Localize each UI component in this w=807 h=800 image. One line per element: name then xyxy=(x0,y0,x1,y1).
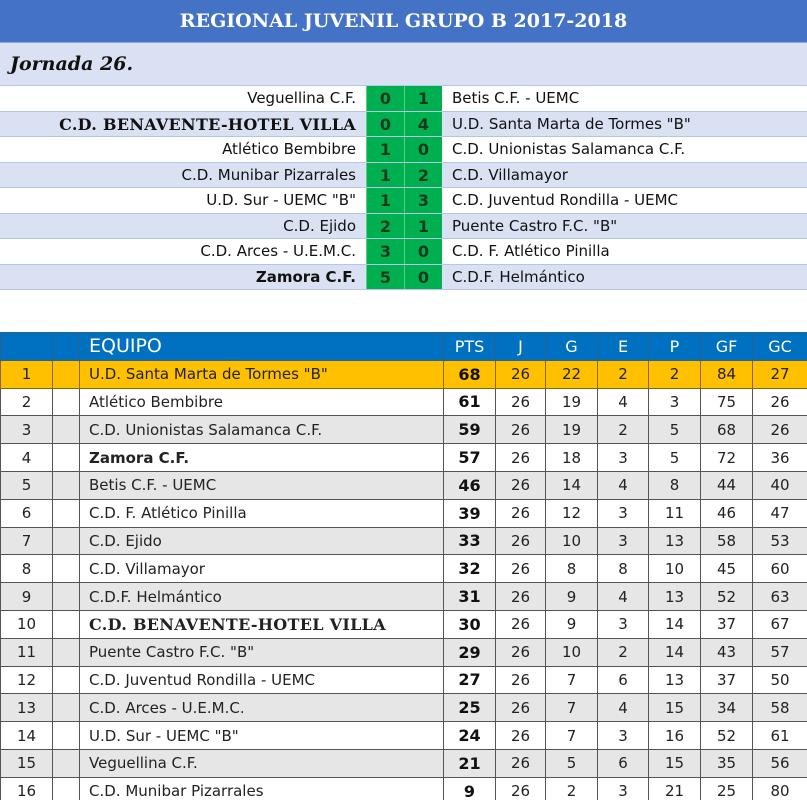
match-row xyxy=(0,214,807,240)
team-name: C.D. Unionistas Salamanca C.F. xyxy=(80,416,444,444)
drawn: 3 xyxy=(598,610,649,638)
away-team: C.D. Juventud Rondilla - UEMC xyxy=(452,191,679,209)
won: 14 xyxy=(546,471,598,499)
blank-cell xyxy=(53,471,80,499)
goals-against: 50 xyxy=(753,666,807,694)
header-g: G xyxy=(546,333,598,361)
blank-cell xyxy=(53,555,80,583)
goals-for: 44 xyxy=(701,471,753,499)
match-row xyxy=(0,265,807,291)
goals-against: 80 xyxy=(753,777,807,800)
points: 59 xyxy=(444,416,496,444)
points: 30 xyxy=(444,610,496,638)
team-name: C.D. Ejido xyxy=(80,527,444,555)
goals-against: 67 xyxy=(753,610,807,638)
blank-cell xyxy=(53,722,80,750)
won: 7 xyxy=(546,666,598,694)
goals-against: 26 xyxy=(753,416,807,444)
drawn: 3 xyxy=(598,499,649,527)
team-name: Betis C.F. - UEMC xyxy=(80,471,444,499)
match-row xyxy=(0,239,807,265)
home-team: C.D. Ejido xyxy=(283,216,356,235)
lost: 13 xyxy=(649,583,701,611)
played: 26 xyxy=(496,583,546,611)
lost: 14 xyxy=(649,610,701,638)
points: 39 xyxy=(444,499,496,527)
points: 46 xyxy=(444,471,496,499)
won: 10 xyxy=(546,527,598,555)
points: 21 xyxy=(444,749,496,777)
away-team: Puente Castro F.C. "B" xyxy=(452,216,618,235)
drawn: 3 xyxy=(598,527,649,555)
standings-header-row xyxy=(1,333,807,361)
goals-for: 45 xyxy=(701,555,753,583)
goals-for: 35 xyxy=(701,749,753,777)
blank-cell xyxy=(53,499,80,527)
home-goals: 3 xyxy=(366,239,404,264)
header-pts: PTS xyxy=(444,333,496,361)
team-name: C.D. Juventud Rondilla - UEMC xyxy=(80,666,444,694)
blank-cell xyxy=(53,777,80,800)
team-name: Atlético Bembibre xyxy=(80,388,444,416)
away-team: C.D. F. Atlético Pinilla xyxy=(452,242,610,260)
played: 26 xyxy=(496,638,546,666)
drawn: 4 xyxy=(598,388,649,416)
drawn: 6 xyxy=(598,666,649,694)
home-goals: 0 xyxy=(366,86,404,111)
lost: 16 xyxy=(649,722,701,750)
played: 26 xyxy=(496,471,546,499)
away-goals: 0 xyxy=(404,137,442,162)
position: 5 xyxy=(1,471,53,499)
team-name: C.D.F. Helmántico xyxy=(80,583,444,611)
standings-row xyxy=(1,749,807,777)
points: 68 xyxy=(444,360,496,388)
goals-against: 58 xyxy=(753,694,807,722)
lost: 5 xyxy=(649,416,701,444)
won: 10 xyxy=(546,638,598,666)
points: 25 xyxy=(444,694,496,722)
blank-cell xyxy=(53,444,80,472)
goals-for: 37 xyxy=(701,666,753,694)
standings-row xyxy=(1,777,807,800)
team-name: C.D. Arces - U.E.M.C. xyxy=(80,694,444,722)
drawn: 4 xyxy=(598,471,649,499)
standings-row xyxy=(1,638,807,666)
home-goals: 1 xyxy=(366,137,404,162)
standings-row xyxy=(1,360,807,388)
played: 26 xyxy=(496,444,546,472)
position: 2 xyxy=(1,388,53,416)
away-goals: 2 xyxy=(404,163,442,188)
home-goals: 1 xyxy=(366,163,404,188)
blank-cell xyxy=(53,583,80,611)
won: 9 xyxy=(546,583,598,611)
played: 26 xyxy=(496,722,546,750)
points: 31 xyxy=(444,583,496,611)
team-name: Puente Castro F.C. "B" xyxy=(80,638,444,666)
drawn: 4 xyxy=(598,583,649,611)
jornada-label: Jornada 26. xyxy=(0,43,807,86)
home-goals: 2 xyxy=(366,214,404,239)
played: 26 xyxy=(496,749,546,777)
standings-row xyxy=(1,694,807,722)
position: 11 xyxy=(1,638,53,666)
played: 26 xyxy=(496,555,546,583)
away-team: C.D. Villamayor xyxy=(452,165,568,184)
goals-for: 34 xyxy=(701,694,753,722)
goals-for: 58 xyxy=(701,527,753,555)
goals-for: 72 xyxy=(701,444,753,472)
header-blank xyxy=(53,333,80,361)
won: 18 xyxy=(546,444,598,472)
goals-against: 47 xyxy=(753,499,807,527)
blank-cell xyxy=(53,638,80,666)
away-goals: 0 xyxy=(404,239,442,264)
team-name: C.D. F. Atlético Pinilla xyxy=(80,499,444,527)
away-goals: 1 xyxy=(404,86,442,111)
won: 9 xyxy=(546,610,598,638)
team-name: U.D. Sur - UEMC "B" xyxy=(80,722,444,750)
blank-cell xyxy=(53,749,80,777)
position: 6 xyxy=(1,499,53,527)
goals-against: 61 xyxy=(753,722,807,750)
position: 14 xyxy=(1,722,53,750)
lost: 15 xyxy=(649,694,701,722)
goals-against: 40 xyxy=(753,471,807,499)
won: 7 xyxy=(546,694,598,722)
points: 24 xyxy=(444,722,496,750)
blank-cell xyxy=(53,527,80,555)
drawn: 8 xyxy=(598,555,649,583)
position: 8 xyxy=(1,555,53,583)
points: 32 xyxy=(444,555,496,583)
blank-cell xyxy=(53,360,80,388)
away-team: U.D. Santa Marta de Tormes "B" xyxy=(452,114,691,133)
team-name: C.D. Villamayor xyxy=(80,555,444,583)
header-p: P xyxy=(649,333,701,361)
played: 26 xyxy=(496,499,546,527)
goals-against: 53 xyxy=(753,527,807,555)
won: 19 xyxy=(546,388,598,416)
home-team: Atlético Bembibre xyxy=(222,140,356,158)
standings-row xyxy=(1,444,807,472)
blank-cell xyxy=(53,416,80,444)
won: 19 xyxy=(546,416,598,444)
standings-row xyxy=(1,555,807,583)
lost: 3 xyxy=(649,388,701,416)
lost: 2 xyxy=(649,360,701,388)
page-title: REGIONAL JUVENIL GRUPO B 2017-2018 xyxy=(0,0,807,43)
played: 26 xyxy=(496,388,546,416)
header-team: EQUIPO xyxy=(80,333,444,361)
goals-against: 57 xyxy=(753,638,807,666)
lost: 21 xyxy=(649,777,701,800)
points: 27 xyxy=(444,666,496,694)
standings-row xyxy=(1,722,807,750)
blank-cell xyxy=(53,388,80,416)
position: 9 xyxy=(1,583,53,611)
goals-for: 52 xyxy=(701,583,753,611)
drawn: 2 xyxy=(598,416,649,444)
goals-for: 52 xyxy=(701,722,753,750)
position: 13 xyxy=(1,694,53,722)
blank-cell xyxy=(53,694,80,722)
drawn: 3 xyxy=(598,722,649,750)
goals-for: 37 xyxy=(701,610,753,638)
points: 29 xyxy=(444,638,496,666)
home-team: C.D. Arces - U.E.M.C. xyxy=(200,242,356,260)
played: 26 xyxy=(496,416,546,444)
goals-against: 63 xyxy=(753,583,807,611)
results-list xyxy=(0,86,807,290)
position: 12 xyxy=(1,666,53,694)
position: 16 xyxy=(1,777,53,800)
goals-against: 60 xyxy=(753,555,807,583)
goals-for: 75 xyxy=(701,388,753,416)
position: 3 xyxy=(1,416,53,444)
standings-row xyxy=(1,471,807,499)
standings-table xyxy=(0,332,807,800)
standings-row xyxy=(1,388,807,416)
match-row xyxy=(0,188,807,214)
won: 5 xyxy=(546,749,598,777)
drawn: 4 xyxy=(598,694,649,722)
won: 7 xyxy=(546,722,598,750)
home-team: C.D. BENAVENTE-HOTEL VILLA xyxy=(59,114,356,134)
home-goals: 0 xyxy=(366,112,404,137)
match-row xyxy=(0,112,807,138)
drawn: 2 xyxy=(598,638,649,666)
position: 10 xyxy=(1,610,53,638)
lost: 13 xyxy=(649,666,701,694)
played: 26 xyxy=(496,666,546,694)
goals-for: 46 xyxy=(701,499,753,527)
home-team: C.D. Munibar Pizarrales xyxy=(181,165,356,184)
lost: 15 xyxy=(649,749,701,777)
team-name: U.D. Santa Marta de Tormes "B" xyxy=(80,360,444,388)
blank-cell xyxy=(53,666,80,694)
away-team: C.D.F. Helmántico xyxy=(452,267,585,286)
points: 61 xyxy=(444,388,496,416)
drawn: 3 xyxy=(598,444,649,472)
header-pos xyxy=(1,333,53,361)
position: 7 xyxy=(1,527,53,555)
standings-row xyxy=(1,527,807,555)
lost: 10 xyxy=(649,555,701,583)
points: 9 xyxy=(444,777,496,800)
lost: 14 xyxy=(649,638,701,666)
drawn: 3 xyxy=(598,777,649,800)
lost: 5 xyxy=(649,444,701,472)
points: 33 xyxy=(444,527,496,555)
position: 1 xyxy=(1,360,53,388)
won: 2 xyxy=(546,777,598,800)
team-name: C.D. BENAVENTE-HOTEL VILLA xyxy=(80,610,444,638)
away-goals: 3 xyxy=(404,188,442,213)
lost: 13 xyxy=(649,527,701,555)
position: 15 xyxy=(1,749,53,777)
home-team: U.D. Sur - UEMC "B" xyxy=(206,191,356,209)
points: 57 xyxy=(444,444,496,472)
standings-row xyxy=(1,666,807,694)
away-team: Betis C.F. - UEMC xyxy=(452,89,580,107)
away-goals: 4 xyxy=(404,112,442,137)
drawn: 6 xyxy=(598,749,649,777)
standings-row xyxy=(1,416,807,444)
team-name: Zamora C.F. xyxy=(80,444,444,472)
goals-for: 68 xyxy=(701,416,753,444)
goals-for: 43 xyxy=(701,638,753,666)
won: 22 xyxy=(546,360,598,388)
away-goals: 0 xyxy=(404,265,442,290)
match-row xyxy=(0,86,807,112)
goals-for: 25 xyxy=(701,777,753,800)
played: 26 xyxy=(496,527,546,555)
played: 26 xyxy=(496,610,546,638)
home-goals: 5 xyxy=(366,265,404,290)
goals-against: 26 xyxy=(753,388,807,416)
header-gf: GF xyxy=(701,333,753,361)
standings-row xyxy=(1,499,807,527)
blank-cell xyxy=(53,610,80,638)
drawn: 2 xyxy=(598,360,649,388)
won: 8 xyxy=(546,555,598,583)
goals-against: 56 xyxy=(753,749,807,777)
home-team: Veguellina C.F. xyxy=(247,89,356,107)
header-e: E xyxy=(598,333,649,361)
team-name: C.D. Munibar Pizarrales xyxy=(80,777,444,800)
won: 12 xyxy=(546,499,598,527)
away-team: C.D. Unionistas Salamanca C.F. xyxy=(452,140,686,158)
home-goals: 1 xyxy=(366,188,404,213)
team-name: Veguellina C.F. xyxy=(80,749,444,777)
standings-row xyxy=(1,583,807,611)
played: 26 xyxy=(496,694,546,722)
away-goals: 1 xyxy=(404,214,442,239)
goals-against: 36 xyxy=(753,444,807,472)
position: 4 xyxy=(1,444,53,472)
header-j: J xyxy=(496,333,546,361)
goals-against: 27 xyxy=(753,360,807,388)
standings-row xyxy=(1,610,807,638)
match-row xyxy=(0,163,807,189)
home-team: Zamora C.F. xyxy=(255,267,356,286)
played: 26 xyxy=(496,777,546,800)
played: 26 xyxy=(496,360,546,388)
lost: 8 xyxy=(649,471,701,499)
goals-for: 84 xyxy=(701,360,753,388)
header-gc: GC xyxy=(753,333,807,361)
match-row xyxy=(0,137,807,163)
lost: 11 xyxy=(649,499,701,527)
